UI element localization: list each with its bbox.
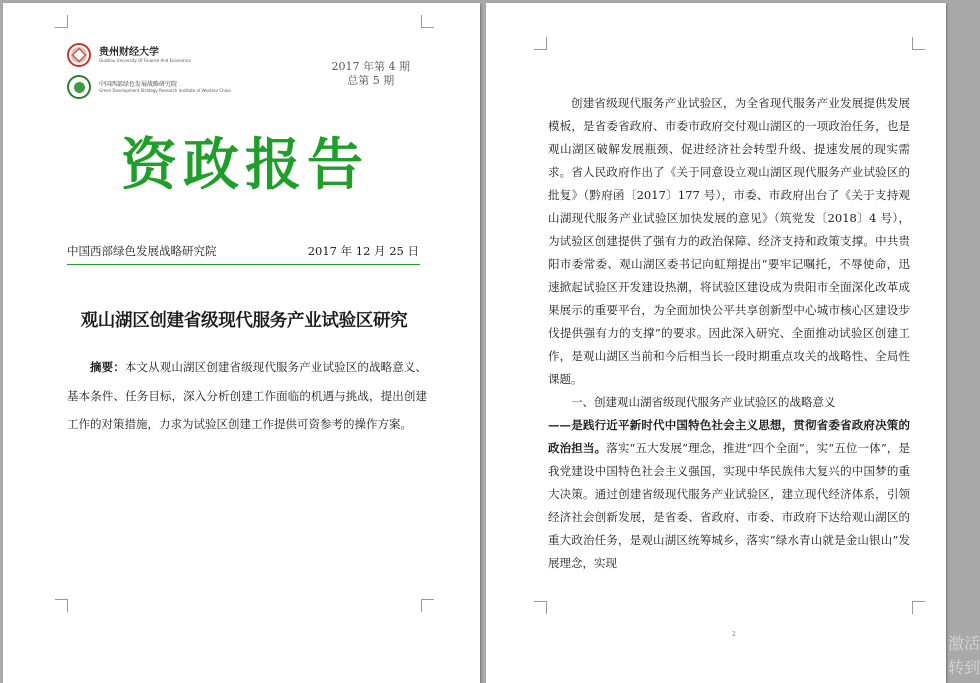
page-number: 2 [732, 631, 736, 638]
crop-mark [912, 601, 925, 614]
crop-mark [421, 15, 434, 28]
watermark-line-2: 转到 [948, 658, 980, 677]
issue-number [332, 60, 410, 88]
crop-mark [55, 599, 68, 612]
publisher-row [67, 243, 419, 259]
body-text [548, 92, 910, 575]
institute-seal-icon [67, 75, 91, 99]
crop-mark [534, 37, 547, 50]
abstract-label: 摘要： [90, 360, 125, 374]
document-page-1 [3, 3, 480, 683]
paragraph [548, 414, 910, 575]
watermark-line-1: 激活 [948, 634, 980, 653]
section-heading: 一、创建观山湖省级现代服务产业试验区的战略意义 [571, 395, 836, 409]
document-page-2 [486, 3, 946, 683]
issue-line-2: 总第 5 期 [347, 74, 395, 87]
abstract-text: 本文从观山湖区创建省级现代服务产业试验区的战略意义、基本条件、任务目标，深入分析创建工作面临的机遇与挑战，提出创建工作的对策措施，力求为试验区创建工作提供可资参考的操作方案。 [67, 360, 427, 431]
crop-mark [55, 15, 68, 28]
institute-logo-name-en: Green Development Strategy Research Institute of Western China [99, 87, 231, 93]
university-logo [67, 43, 191, 67]
university-name-en: Guizhou University Of Finance And Economics [99, 57, 192, 63]
issue-line-1: 2017 年第 4 期 [331, 60, 410, 73]
divider [67, 264, 420, 265]
article-title: 观山湖区创建省级现代服务产业试验区研究 [80, 311, 408, 331]
institute-logo [67, 75, 231, 99]
publish-date: 2017 年 12 月 25 日 [307, 244, 419, 258]
crop-mark [912, 37, 925, 50]
crop-mark [421, 599, 434, 612]
section-subtitle: ——是践行近平新时代中国特色社会主义思想，贯彻省委省政府决策的政治担当。 [548, 418, 910, 455]
activation-watermark [948, 632, 980, 680]
publisher-name: 中国西部绿色发展战略研究院 [67, 244, 217, 258]
crop-mark [534, 601, 547, 614]
university-seal-icon [67, 43, 91, 67]
paragraph-text: 落实“五大发展”理念，推进“四个全面”，实“五位一体”，是我党建设中国特色社会主义强国，实现中华民族伟大复兴的中国梦的重大决策。通过创建省级现代服务产业试验区，建立现代经济体系，引领经济社会创新发展，是省委、省政府、市委、市政府下达给观山湖区的重大政治任务，是观山湖区统筹城乡，落实“绿水青山就是金山银山”发展理念，实现 [548, 441, 910, 570]
paragraph: 创建省级现代服务产业试验区，为全省现代服务产业发展提供发展模板，是省委省政府、市委市政府交付观山湖区的一项政治任务，也是观山湖区破解发展瓶颈、促进经济社会转型升级、提速发展的现实需求。省人民政府作出了《关于同意设立观山湖区现代服务产业试验区的批复》（黔府函〔2017〕177 号），市委、市政府出台了《关于支持观山湖现代服务产业试验区加快发展的意见》（筑党发〔2018〕4 号），为试验区创建提供了强有力的政治保障、经济支持和政策支撑。中共贵阳市委常委、观山湖区委书记向虹翔提出“要牢记嘱托，不辱使命，迅速掀起试验区开发建设热潮，将试验区建设成为贵阳市全面深化改革成果展示的重要平台，为全面加快公平共享创新型中心城市核心区建设步伐提供强有力的支撑”的要求。因此深入研究、全面推动试验区创建工作，是观山湖区当前和今后相当长一段时期重点攻关的战略性、全局性课题。 [548, 96, 910, 386]
report-masthead: 资政报告 [121, 132, 369, 198]
abstract [67, 353, 427, 439]
institute-logo-name: 中国西部绿色发展战略研究院 [99, 80, 178, 88]
university-name: 贵州财经大学 [99, 46, 159, 58]
